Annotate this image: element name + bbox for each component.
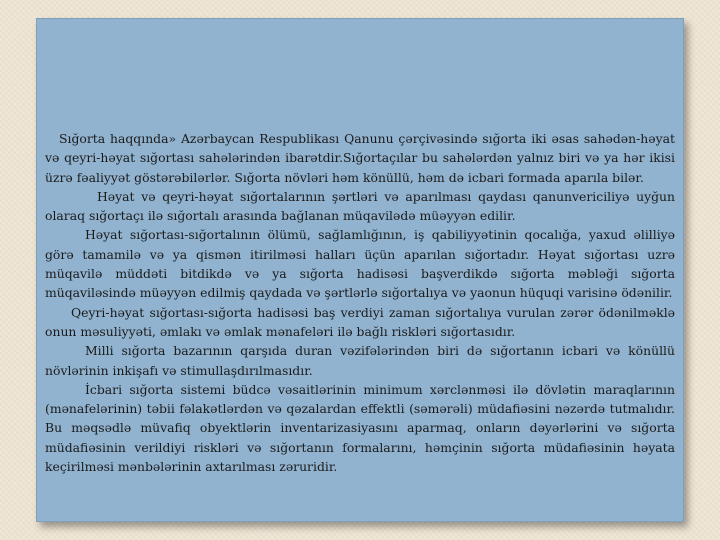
document-body [45,129,675,476]
paragraph-non-life-insurance: Qeyri-həyat sığortası-sığorta hadisəsi baş verdiyi zaman sığortalıya vurulan zərər ödənilməklə onun məsuliyyəti, əmlakı və əmlak mənafeləri ilə bağlı riskləri sığortasıdır. [45,304,675,339]
paragraph-life-insurance: Həyat sığortası-sığortalının ölümü, sağlamlığının, iş qabiliyyətinin qocalığa, yaxud əlilliyə görə tamamilə və ya qismən itirilməsi halları üçün aparılan sığortadır. Həyat sığortası uzrə müqavilə müddəti bitdikdə və ya sığorta hadisəsi başverdikdə sığorta məbləği sığorta müqaviləsində müəyyən edilmiş qaydada və şərtlərlə sığortalıya və yaonun hüquqi varisinə ödənilir. [45,227,675,301]
paragraph-mandatory-insurance: İcbari sığorta sistemi büdcə vəsaitlərinin minimum xərclənməsi ilə dövlətin maraqlarının (mənafelərinin) təbii fəlakətlərdən və qəzalardan effektli (səmərəli) müdafiəsini nəzərdə tutmalıdır. Bu məqsədlə müvafiq obyektlərin inventarizasiyasını aparmaq, onların dəyərlərini və sığorta müdafiəsinin verildiyi riskləri və sığortanın formalarını, həmçinin sığorta müdafiəsinin həyata keçirilməsi mənbələrinin axtarılması zəruridir. [45,381,675,475]
text-panel [36,18,684,522]
paragraph-intro: Sığorta haqqında» Azərbaycan Respublikası Qanunu çərçivəsində sığorta iki əsas sahədən-həyat və qeyri-həyat sığortası sahələrindən ibarətdir.Sığortaçılar bu sahələrdən yalnız biri və ya hər ikisi üzrə fəaliyyət göstərəbilərlər. Sığorta növləri həm könüllü, həm də icbari formada aparıla bilər. [45,131,675,185]
paragraph-terms: Həyat və qeyri-həyat sığortalarının şərtləri və aparılması qaydası qanunvericiliyə uyğun olaraq sığortaçı ilə sığortalı arasında bağlanan müqavilədə müəyyən edilir. [45,188,675,224]
paragraph-national-market: Milli sığorta bazarının qarşıda duran vəzifələrindən biri də sığortanın icbari və könüllü növlərinin inkişafı və stimullaşdırılmasıdır. [45,343,675,378]
